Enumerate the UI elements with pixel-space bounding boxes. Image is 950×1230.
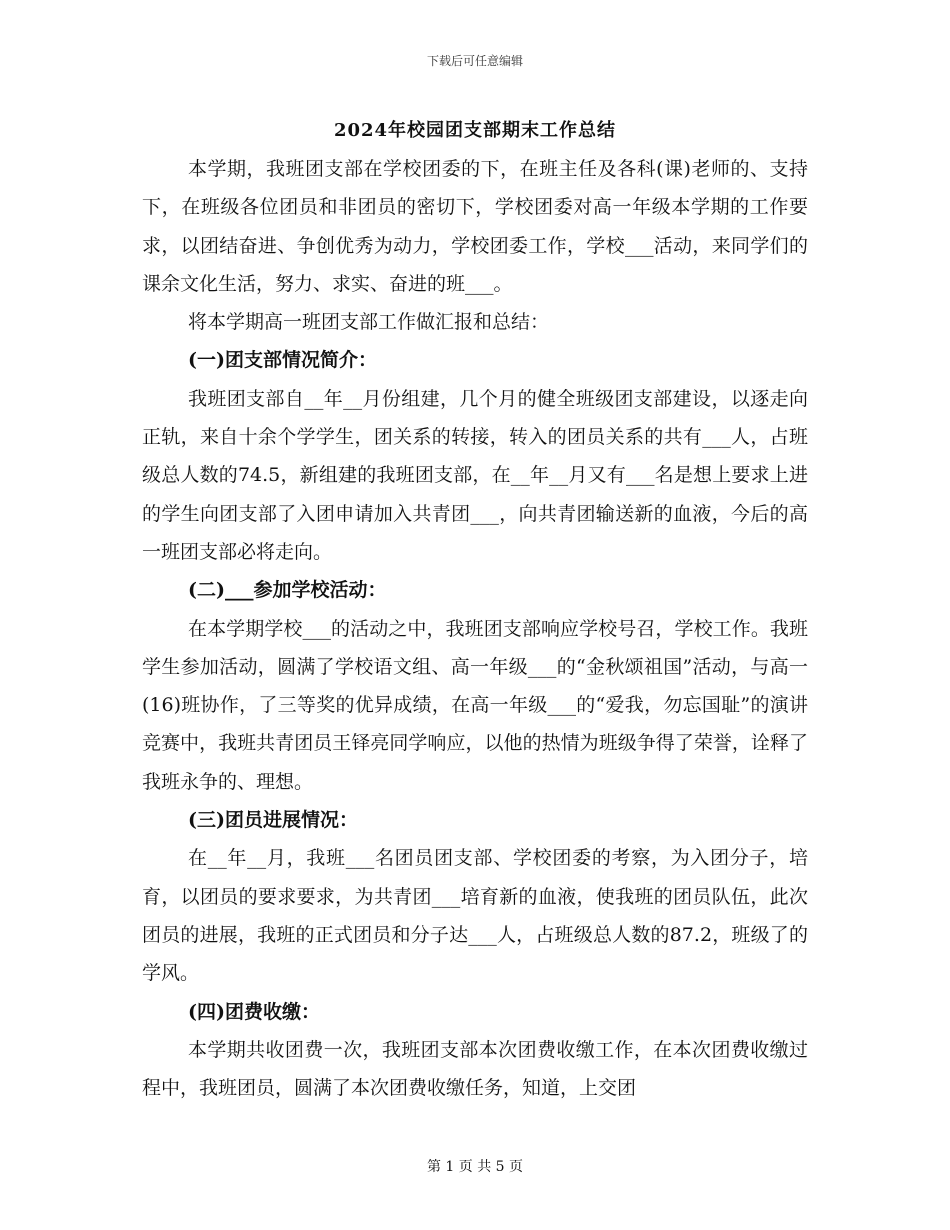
paragraph: 我班团支部自__年__月份组建，几个月的健全班级团支部建设，以逐走向正轨，来自十余个学学生，团关系的转接，转入的团员关系的共有___人，占班级总人数的74.5，新组建的我班团支部，在__年__月又有___名是想上要求上进的学生向团支部了入团申请加入共青团___，向共青团输送新的血液，今后的高一班团支部必将走向。 xyxy=(142,387,808,563)
document-title: 2024年校园团支部期末工作总结 xyxy=(333,120,617,141)
paragraph: 将本学期高一班团支部工作做汇报和总结： xyxy=(188,311,550,334)
document-body xyxy=(142,150,808,1107)
paragraph: 在__年__月，我班___名团员团支部、学校团委的考察，为入团分子，培育，以团员的要求要求，为共青团___培育新的血液，使我班的团员队伍，此次团员的进展，我班的正式团员和分子达___人，占班级总人数的87.2，班级了的学风。 xyxy=(142,847,808,985)
paragraph: 在本学期学校___的活动之中，我班团支部响应学校号召，学校工作。我班学生参加活动，圆满了学校语文组、高一年级___的“金秋颂祖国”活动，与高一(16)班协作，了三等奖的优异成绩，在高一年级___的“爱我，勿忘国耻”的演讲竞赛中，我班共青团员王铎亮同学响应，以他的热情为班级争得了荣誉，诠释了我班永争的、理想。 xyxy=(142,617,808,793)
section-heading: (四)团费收缴： xyxy=(188,1000,320,1023)
page-header-note: 下载后可任意编辑 xyxy=(426,54,523,68)
paragraph: 本学期，我班团支部在学校团委的下，在班主任及各科(课)老师的、支持下，在班级各位团员和非团员的密切下，学校团委对高一年级本学期的工作要求，以团结奋进、争创优秀为动力，学校团委工作，学校___活动，来同学们的课余文化生活，努力、求实、奋进的班___。 xyxy=(142,158,808,295)
section-heading: (二)___参加学校活动： xyxy=(188,579,387,602)
paragraph: 本学期共收团费一次，我班团支部本次团费收缴工作，在本次团费收缴过程中，我班团员，圆满了本次团费收缴任务，知道，上交团 xyxy=(142,1038,808,1100)
section-heading: (三)团员进展情况： xyxy=(188,809,358,832)
section-heading: (一)团支部情况简介： xyxy=(188,349,377,372)
page-number-footer: 第 1 页 共 5 页 xyxy=(426,1159,524,1175)
